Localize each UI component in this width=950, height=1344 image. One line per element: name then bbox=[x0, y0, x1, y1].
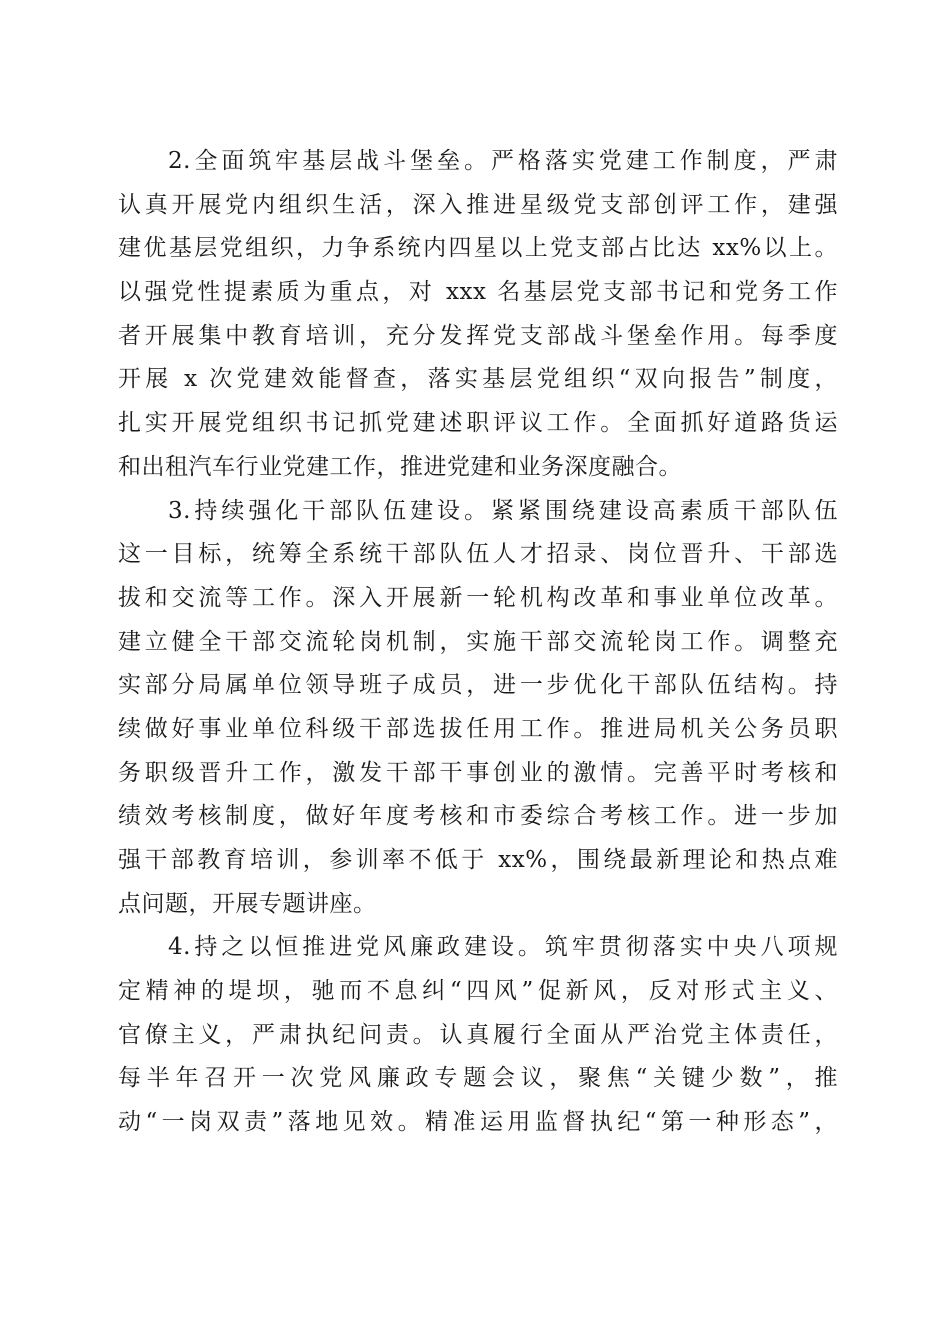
paragraph-line: 拔和交流等工作。深入开展新一轮机构改革和事业单位改革。 bbox=[118, 584, 838, 611]
paragraph-line: 定精神的堤坝，驰而不息纠“四风”促新风，反对形式主义、 bbox=[118, 978, 838, 1005]
paragraph-line: 续做好事业单位科级干部选拔任用工作。推进局机关公务员职 bbox=[118, 715, 838, 742]
paragraph-line: 4.持之以恒推进党风廉政建设。筑牢贯彻落实中央八项规 bbox=[168, 934, 838, 961]
document-body bbox=[118, 140, 838, 1145]
paragraph-line: 3.持续强化干部队伍建设。紧紧围绕建设高素质干部队伍 bbox=[168, 497, 838, 524]
paragraph-2 bbox=[118, 140, 838, 490]
paragraph-line: 务职级晋升工作，激发干部干事创业的激情。完善平时考核和 bbox=[118, 759, 838, 786]
paragraph-line: 建立健全干部交流轮岗机制，实施干部交流轮岗工作。调整充 bbox=[118, 628, 838, 655]
paragraph-line: 扎实开展党组织书记抓党建述职评议工作。全面抓好道路货运 bbox=[118, 410, 838, 437]
paragraph-line: 以强党性提素质为重点，对 xxx 名基层党支部书记和党务工作 bbox=[118, 279, 838, 306]
paragraph-line: 开展 x 次党建效能督查，落实基层党组织“双向报告”制度， bbox=[118, 366, 838, 393]
paragraph-line: 和出租汽车行业党建工作，推进党建和业务深度融合。 bbox=[118, 453, 682, 480]
paragraph-line: 绩效考核制度，做好年度考核和市委综合考核工作。进一步加 bbox=[118, 803, 838, 830]
paragraph-line: 点问题，开展专题讲座。 bbox=[118, 890, 377, 917]
paragraph-3 bbox=[118, 490, 838, 927]
paragraph-line: 2.全面筑牢基层战斗堡垒。严格落实党建工作制度，严肃 bbox=[168, 148, 838, 174]
paragraph-line: 官僚主义，严肃执纪问责。认真履行全面从严治党主体责任， bbox=[118, 1021, 838, 1048]
paragraph-line: 动“一岗双责”落地见效。精准运用监督执纪“第一种形态”， bbox=[118, 1109, 838, 1136]
paragraph-line: 者开展集中教育培训，充分发挥党支部战斗堡垒作用。每季度 bbox=[118, 322, 838, 349]
paragraph-line: 每半年召开一次党风廉政专题会议，聚焦“关键少数”，推 bbox=[118, 1065, 838, 1092]
paragraph-line: 这一目标，统筹全系统干部队伍人才招录、岗位晋升、干部选 bbox=[118, 541, 838, 568]
paragraph-line: 认真开展党内组织生活，深入推进星级党支部创评工作，建强 bbox=[118, 191, 838, 218]
paragraph-4 bbox=[118, 926, 838, 1144]
paragraph-line: 建优基层党组织，力争系统内四星以上党支部占比达 xx%以上。 bbox=[118, 235, 838, 262]
paragraph-line: 实部分局属单位领导班子成员，进一步优化干部队伍结构。持 bbox=[118, 672, 838, 699]
paragraph-line: 强干部教育培训，参训率不低于 xx%，围绕最新理论和热点难 bbox=[118, 847, 838, 873]
